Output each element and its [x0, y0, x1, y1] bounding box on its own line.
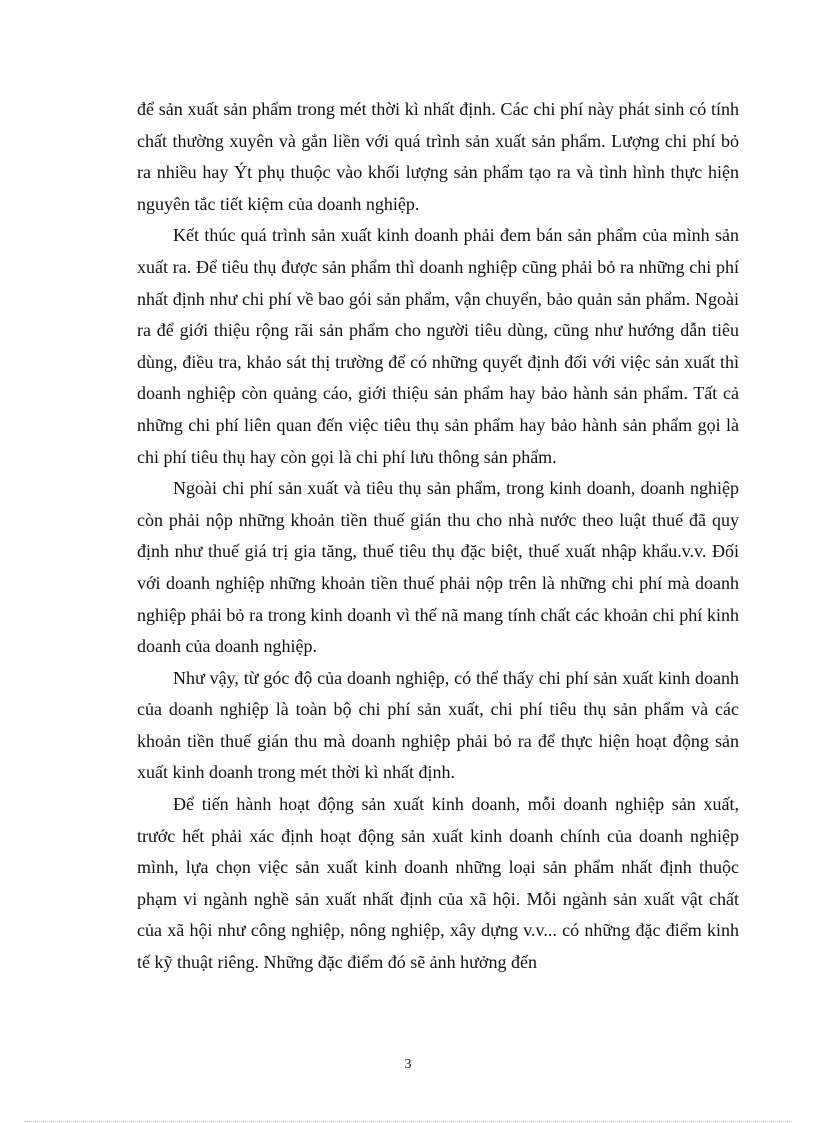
- paragraph-3: Ngoài chi phí sản xuất và tiêu thụ sản phẩm, trong kinh doanh, doanh nghiệp còn phải nộp những khoản tiền thuế gián thu cho nhà nước theo luật thuế đã quy định như thuế giá trị gia tăng, thuế tiêu thụ đặc biệt, thuế xuất nhập khẩu.v.v. Đối với doanh nghiệp những khoản tiền thuế phải nộp trên là những chi phí mà doanh nghiệp phải bỏ ra trong kinh doanh vì thế nã mang tính chất các khoản chi phí kinh doanh của doanh nghiệp.: [137, 478, 739, 657]
- paragraph-4: Như vậy, từ góc độ của doanh nghiệp, có thể thấy chi phí sản xuất kinh doanh của doanh nghiệp là toàn bộ chi phí sản xuất, chi phí tiêu thụ sản phẩm và các khoản tiền thuế gián thu mà doanh nghiệp phải bỏ ra để thực hiện hoạt động sản xuất kinh doanh trong mét thời kì nhất định.: [137, 667, 739, 783]
- paragraph-2: Kết thúc quá trình sản xuất kinh doanh phải đem bán sản phẩm của mình sản xuất ra. Để tiêu thụ được sản phẩm thì doanh nghiệp cũng phải bỏ ra những chi phí nhất định như chi phí về bao gói sản phẩm, vận chuyển, bảo quản sản phẩm. Ngoài ra để giới thiệu rộng rãi sản phẩm cho người tiêu dùng, cũng như hướng dẫn tiêu dùng, điều tra, khảo sát thị trường để có những quyết định đối với việc sản xuất thì doanh nghiệp còn quảng cáo, giới thiệu sản phẩm hay bảo hành sản phẩm. Tất cả những chi phí liên quan đến việc tiêu thụ sản phẩm hay bảo hành sản phẩm gọi là chi phí tiêu thụ hay còn gọi là chi phí lưu thông sản phẩm.: [137, 225, 739, 467]
- page-number: 3: [404, 1057, 412, 1072]
- page-body: [137, 94, 739, 979]
- paragraph-5: Để tiến hành hoạt động sản xuất kinh doanh, mỗi doanh nghiệp sản xuất, trước hết phải xác định hoạt động sản xuất kinh doanh chính của doanh nghiệp mình, lựa chọn việc sản xuất kinh doanh những loại sản phẩm nhất định thuộc phạm vi ngành nghề sản xuất nhất định của xã hội. Mỗi ngành sản xuất vật chất của xã hội như công nghiệp, nông nghiệp, xây dựng v.v... có những đặc điểm kinh tế kỹ thuật riêng. Những đặc điểm đó sẽ ảnh hưởng đến: [137, 794, 739, 973]
- paragraph-1: để sản xuất sản phẩm trong mét thời kì nhất định. Các chi phí này phát sinh có tính chất thường xuyên và gắn liền với quá trình sản xuất sản phẩm. Lượng chi phí bỏ ra nhiều hay Ýt phụ thuộc vào khối lượng sản phẩm tạo ra và tình hình thực hiện nguyên tắc tiết kiệm của doanh nghiệp.: [137, 99, 739, 214]
- page-divider: [24, 1121, 792, 1122]
